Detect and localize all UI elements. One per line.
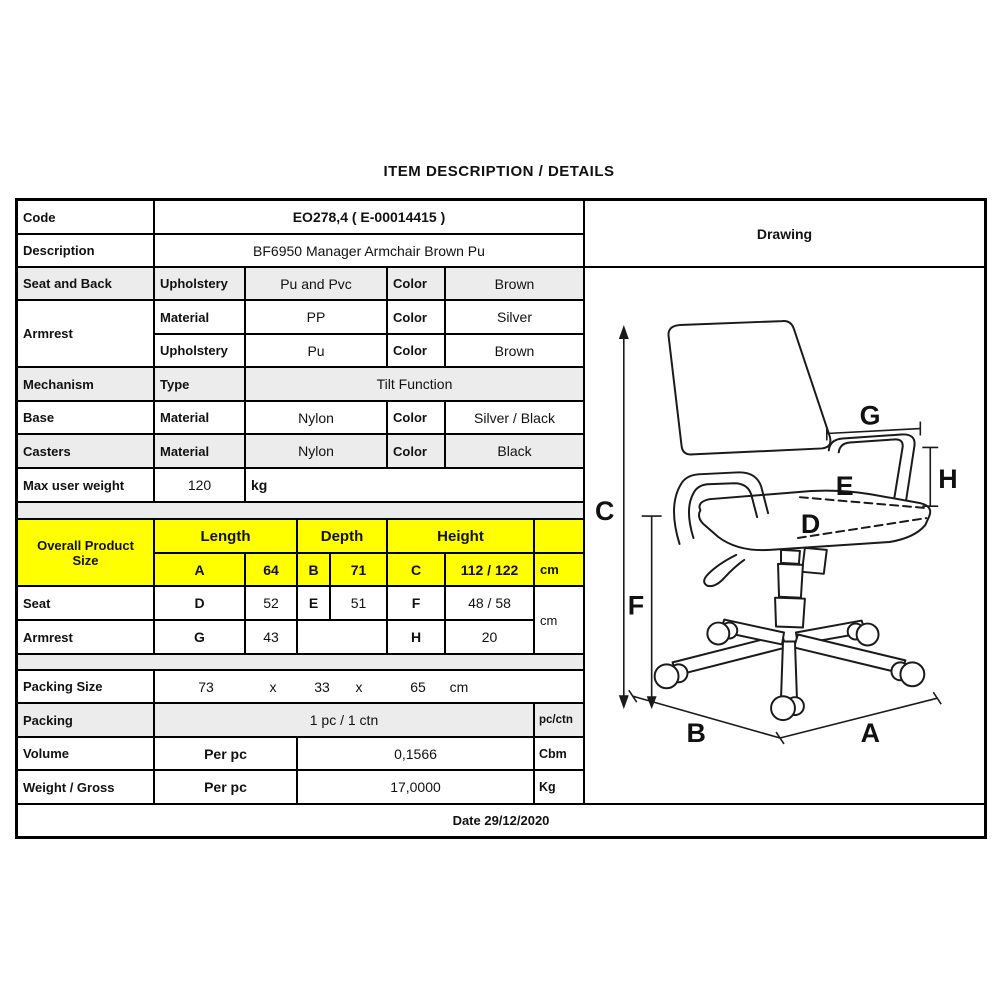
arrow-c-bottom (619, 695, 629, 709)
gas-lift-lower (775, 598, 805, 628)
label-c: C (594, 496, 615, 527)
dim-d-value: 52 (245, 586, 297, 620)
packing-dim-h: 65 (410, 678, 426, 695)
packing-label: Packing (17, 703, 154, 737)
tilt-lever-icon (704, 555, 744, 586)
size-table-title: Overall Product Size (17, 519, 154, 586)
weight-value: 17,0000 (297, 770, 534, 804)
label-g: G (859, 400, 881, 431)
weight-unit: Kg (534, 770, 584, 804)
spacer-row-1 (17, 502, 584, 519)
description-label: Description (17, 234, 154, 267)
description-value: BF6950 Manager Armchair Brown Pu (154, 234, 584, 267)
packing-dim-l: 73 (198, 678, 214, 695)
seat-back-label: Seat and Back (17, 267, 154, 300)
armrest-color-label-1: Color (387, 300, 445, 334)
label-b: B (686, 717, 706, 748)
unit-header-blank (534, 519, 584, 553)
mechanism-attr: Type (154, 367, 245, 401)
dim-a-key: A (154, 553, 245, 586)
armrest-color-value-1: Silver (445, 300, 584, 334)
dim-b-value: 71 (330, 553, 387, 586)
drawing-header: Drawing (584, 200, 985, 267)
mechanism-label: Mechanism (17, 367, 154, 401)
seat-size-label: Seat (17, 586, 154, 620)
drawing-cell (584, 267, 985, 804)
dim-d-key: D (154, 586, 245, 620)
label-d: D (800, 509, 821, 540)
chair-backrest (669, 321, 831, 455)
dim-g-value: 43 (245, 620, 297, 654)
base-color-label: Color (387, 401, 445, 434)
code-value: EO278,4 ( E-00014415 ) (154, 200, 584, 234)
seat-back-attr: Upholstery (154, 267, 245, 300)
dim-e-value: 51 (330, 586, 387, 620)
base-leg-front (781, 641, 797, 698)
mechanism-value: Tilt Function (245, 367, 584, 401)
packing-size-value (154, 670, 584, 703)
seat-back-value: Pu and Pvc (245, 267, 387, 300)
casters-attr: Material (154, 434, 245, 468)
armrest-label: Armrest (17, 300, 154, 367)
base-leg-right (794, 635, 905, 674)
label-a: A (860, 717, 881, 748)
chair-drawing (585, 268, 984, 803)
gas-lift-upper (778, 564, 803, 598)
dim-h-value: 20 (445, 620, 534, 654)
armrest-color-label-2: Color (387, 334, 445, 367)
packing-dim-unit: cm (449, 678, 469, 695)
packing-value: 1 pc / 1 ctn (154, 703, 534, 737)
height-header: Height (387, 519, 534, 553)
base-attr: Material (154, 401, 245, 434)
packing-dim-w: 33 (314, 678, 330, 695)
seat-back-color-value: Brown (445, 267, 584, 300)
dim-f-key: F (387, 586, 445, 620)
depth-header: Depth (297, 519, 387, 553)
armrest-attr-2: Upholstery (154, 334, 245, 367)
volume-value: 0,1566 (297, 737, 534, 770)
dim-b-key: B (297, 553, 330, 586)
packing-dim-x1: x (269, 678, 277, 695)
dim-e-key: E (297, 586, 330, 620)
dim-a-value: 64 (245, 553, 297, 586)
seat-back-color-label: Color (387, 267, 445, 300)
base-label: Base (17, 401, 154, 434)
label-e: E (835, 471, 854, 502)
packing-size-label: Packing Size (17, 670, 154, 703)
max-weight-value: 120 (154, 468, 245, 502)
dim-g-key: G (154, 620, 245, 654)
packing-unit: pc/ctn (534, 703, 584, 737)
armrest-size-blank (297, 620, 387, 654)
armrest-size-label: Armrest (17, 620, 154, 654)
volume-label: Volume (17, 737, 154, 770)
overall-unit: cm (534, 553, 584, 586)
spacer-row-2 (17, 654, 584, 670)
base-color-value: Silver / Black (445, 401, 584, 434)
base-value: Nylon (245, 401, 387, 434)
armrest-value-1: PP (245, 300, 387, 334)
weight-label: Weight / Gross (17, 770, 154, 804)
date-row: Date 29/12/2020 (17, 804, 985, 837)
spec-table (15, 198, 987, 839)
packing-dim-x2: x (355, 678, 363, 695)
armrest-color-value-2: Brown (445, 334, 584, 367)
length-header: Length (154, 519, 297, 553)
dim-c-value: 112 / 122 (445, 553, 534, 586)
label-h: H (938, 464, 958, 495)
size-body-unit: cm (534, 586, 584, 654)
casters-label: Casters (17, 434, 154, 468)
arrow-c-top (619, 325, 629, 339)
volume-unit: Cbm (534, 737, 584, 770)
dim-line-b (633, 696, 780, 738)
armrest-attr-1: Material (154, 300, 245, 334)
seat-mechanism (802, 548, 827, 574)
armrest-value-2: Pu (245, 334, 387, 367)
casters-color-value: Black (445, 434, 584, 468)
label-f: F (627, 590, 645, 621)
code-label: Code (17, 200, 154, 234)
dim-c-key: C (387, 553, 445, 586)
casters-value: Nylon (245, 434, 387, 468)
page-title: ITEM DESCRIPTION / DETAILS (383, 163, 615, 180)
dim-f-value: 48 / 58 (445, 586, 534, 620)
max-weight-unit: kg (245, 468, 584, 502)
casters-color-label: Color (387, 434, 445, 468)
max-weight-label: Max user weight (17, 468, 154, 502)
volume-per: Per pc (154, 737, 297, 770)
weight-per: Per pc (154, 770, 297, 804)
gas-lift (781, 550, 800, 564)
dim-h-key: H (387, 620, 445, 654)
